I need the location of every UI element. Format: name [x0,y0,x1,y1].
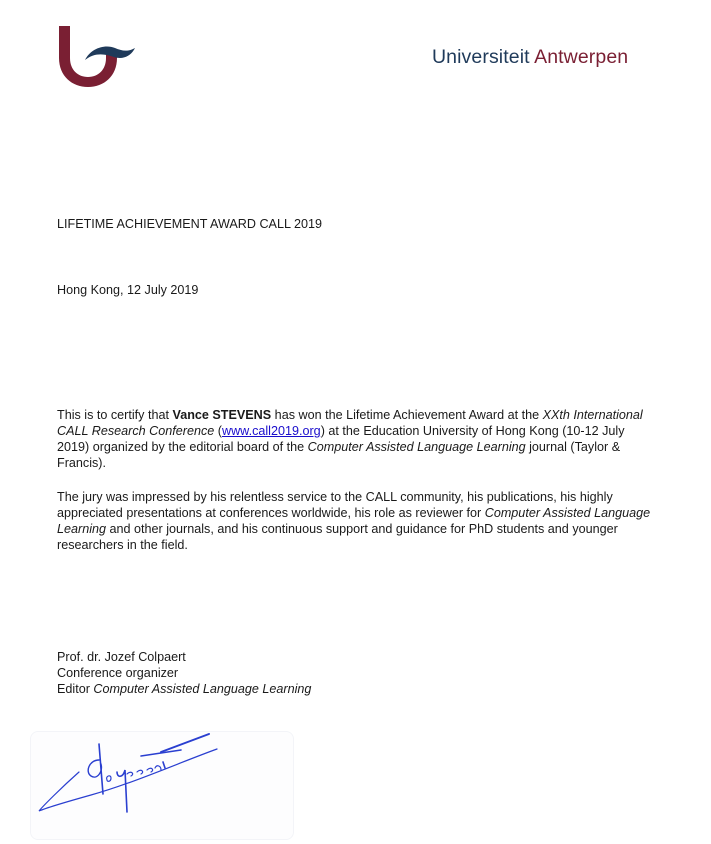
journal-name: Computer Assisted Language Learning [57,506,651,536]
text: ( [214,424,222,438]
certification-paragraph [57,407,657,471]
university-name [432,46,628,69]
signatory-block [57,649,311,697]
text: The jury was impressed by his relentless service to the CALL community, his publications, his highly appreciated presentations at conferences worldwide, his role as reviewer for [57,490,613,520]
signatory-role: Conference organizer [57,666,179,680]
awardee-name: Vance STEVENS [172,408,272,422]
university-logo-icon [55,24,137,88]
text: Editor [57,682,94,696]
text: This is to certify that [57,408,173,422]
journal-name: Computer Assisted Language Learning [93,682,312,696]
conference-name: XXth International CALL Research Conference [57,408,643,438]
signatory-name: Prof. dr. Jozef Colpaert [57,650,186,664]
letter-title: LIFETIME ACHIEVEMENT AWARD CALL 2019 [57,217,323,231]
university-name-part2: Antwerpen [534,46,629,68]
text: ) at the Education University of Hong Kong (10-12 July 2019) organized by the editorial board of the [57,424,625,454]
signature-icon [31,732,293,839]
conference-website-link[interactable]: www.call2019.org [221,424,321,438]
signature-image [30,731,294,840]
jury-paragraph [57,489,657,553]
place-date: Hong Kong, 12 July 2019 [57,283,199,297]
text: has won the Lifetime Achievement Award at the [271,408,543,422]
university-name-part1: Universiteit [432,46,530,68]
journal-name: Computer Assisted Language Learning [307,440,526,454]
text: journal (Taylor & Francis). [57,440,621,470]
signatory-editor-line [57,681,311,697]
text: and other journals, and his continuous support and guidance for PhD students and younger researchers in the field. [57,522,618,552]
